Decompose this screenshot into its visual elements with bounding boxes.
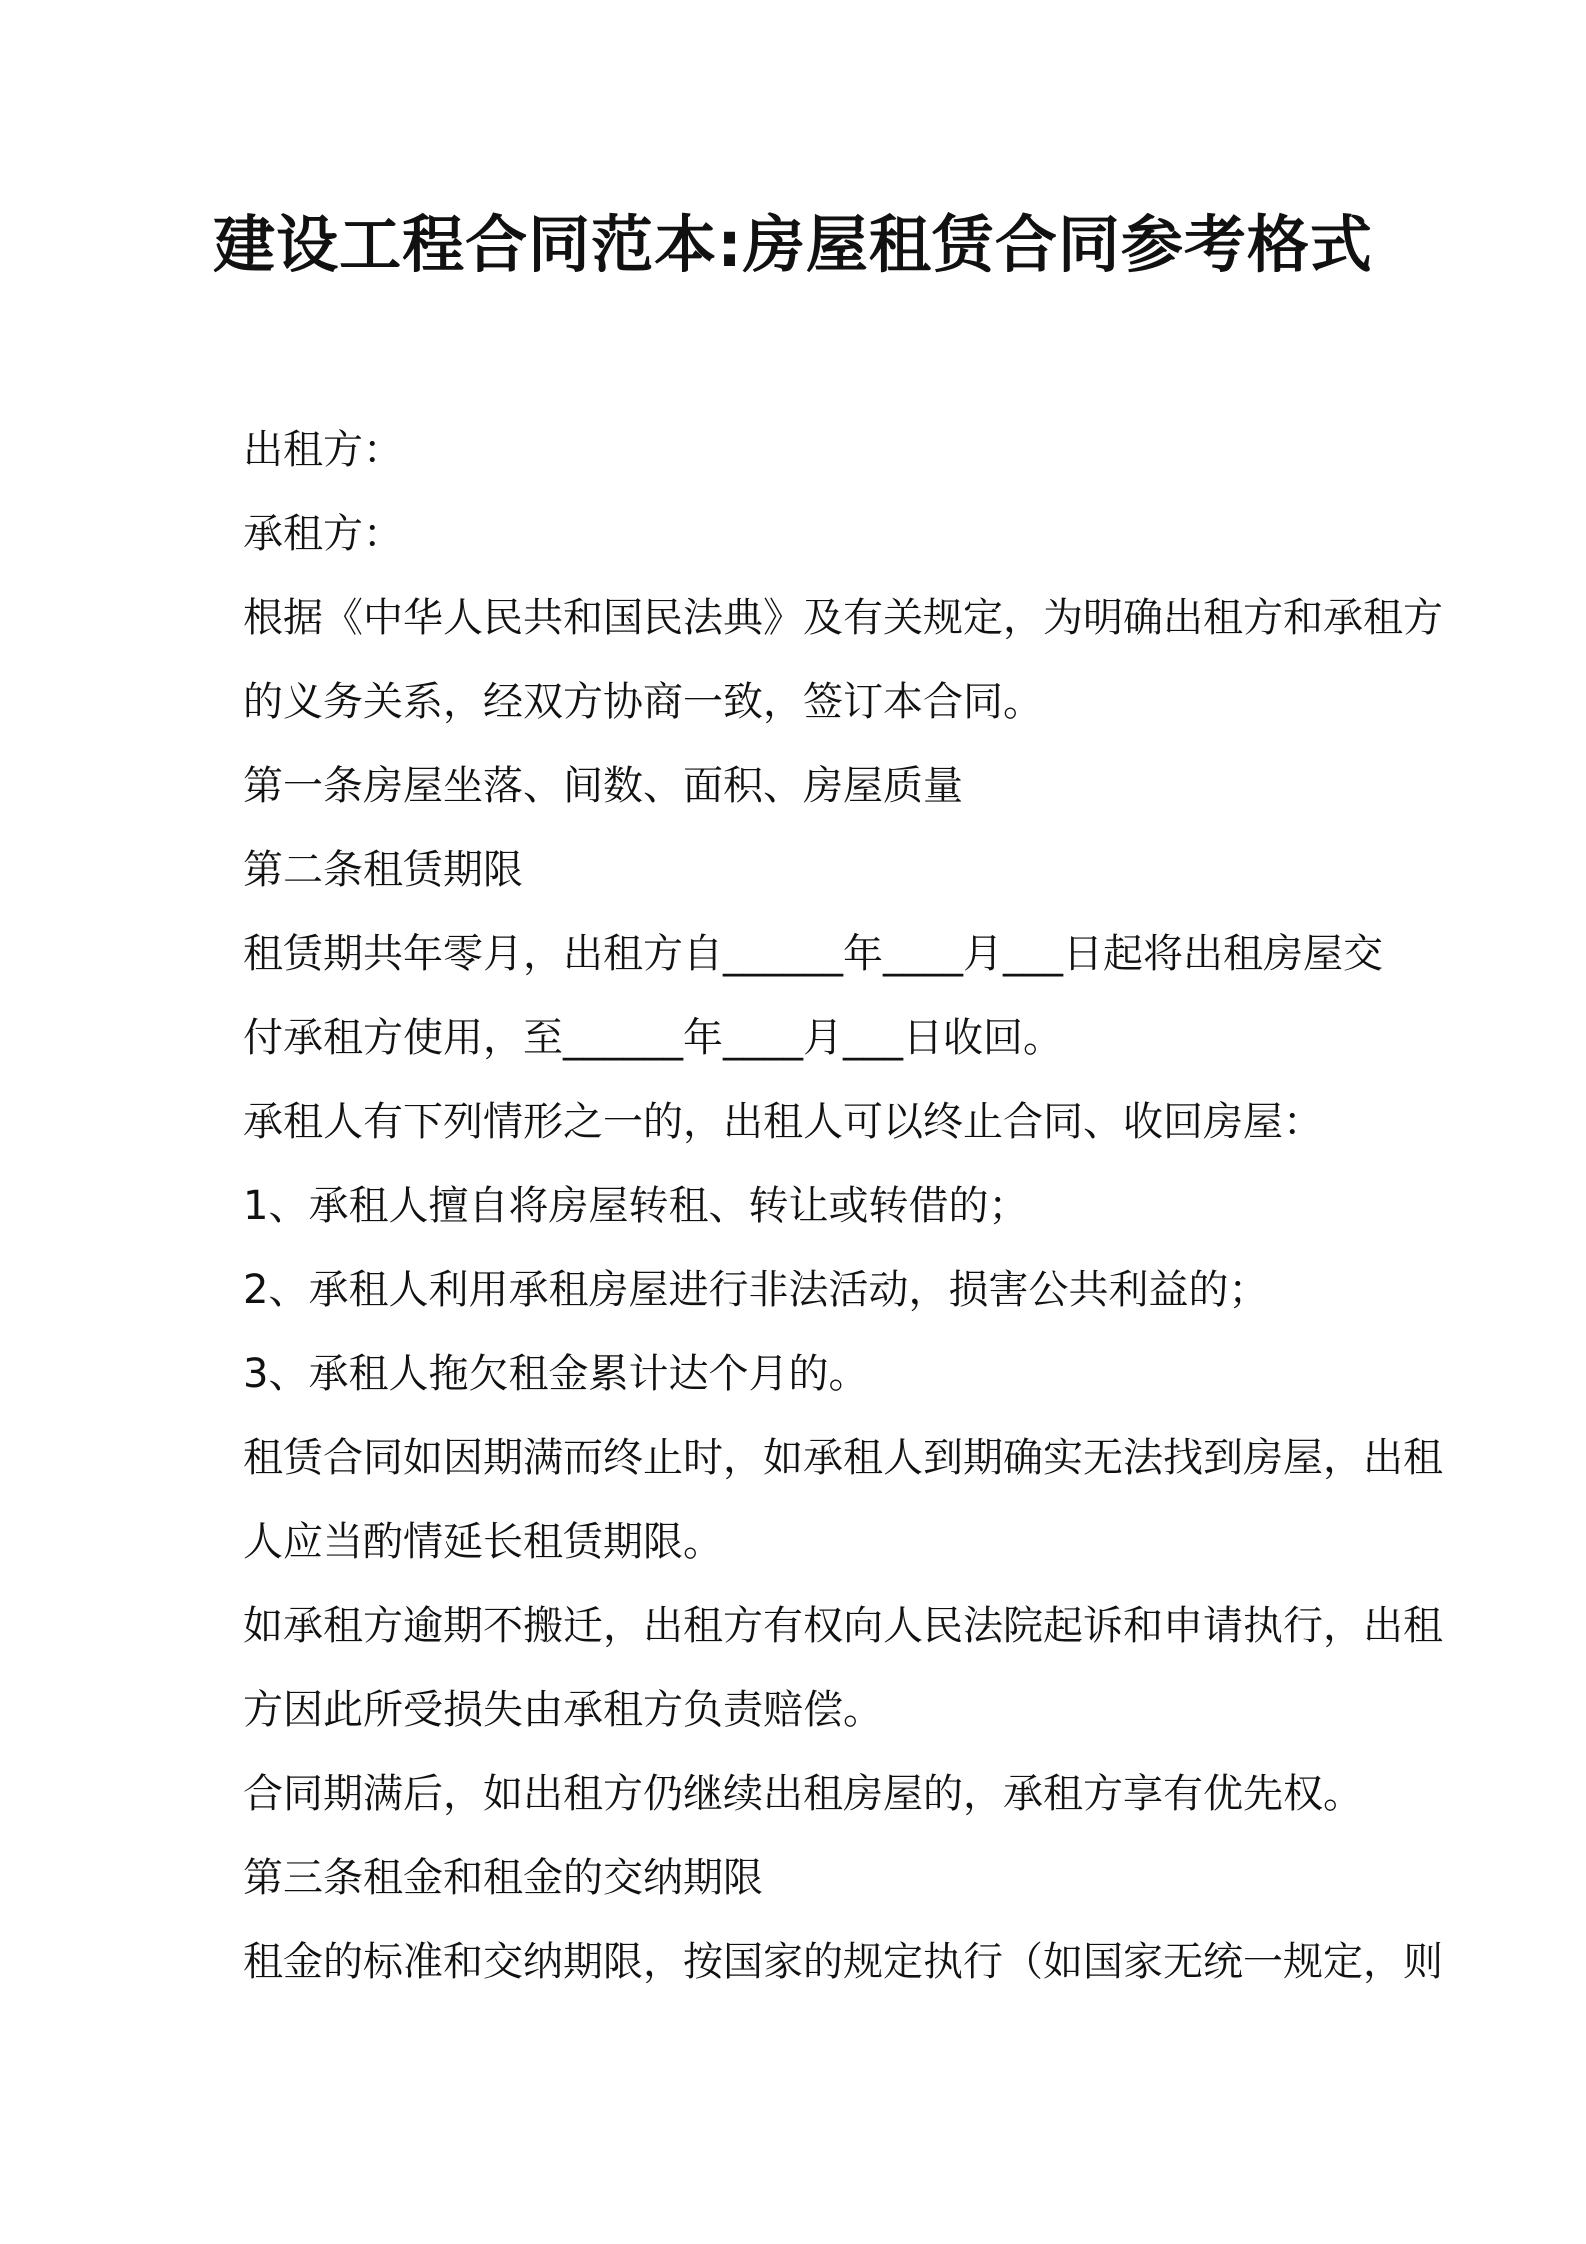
overdue-line-1: 如承租方逾期不搬迁，出租方有权向人民法院起诉和申请执行，出租: [243, 1603, 1443, 1649]
lessee-line: 承租方：: [243, 511, 403, 557]
article-1-heading: 第一条房屋坐落、间数、面积、房屋质量: [243, 763, 963, 809]
termination-item-1: 1、承租人擅自将房屋转租、转让或转借的；: [243, 1183, 1029, 1229]
lease-term-line-2: 付承租方使用，至______年____月___日收回。: [243, 1015, 1063, 1061]
extension-line-1: 租赁合同如因期满而终止时，如承租人到期确实无法找到房屋，出租: [243, 1435, 1443, 1481]
lease-term-line-1: 租赁期共年零月，出租方自______年____月___日起将出租房屋交: [243, 931, 1383, 977]
rent-line-1: 租金的标准和交纳期限，按国家的规定执行（如国家无统一规定，则: [243, 1939, 1443, 1985]
priority-line: 合同期满后，如出租方仍继续出租房屋的，承租方享有优先权。: [243, 1771, 1363, 1817]
article-2-heading: 第二条租赁期限: [243, 847, 523, 893]
termination-item-2: 2、承租人利用承租房屋进行非法活动，损害公共利益的；: [243, 1267, 1269, 1313]
overdue-line-2: 方因此所受损失由承租方负责赔偿。: [243, 1687, 883, 1733]
termination-intro: 承租人有下列情形之一的，出租人可以终止合同、收回房屋：: [243, 1099, 1323, 1145]
document-title: 建设工程合同范本:房屋租赁合同参考格式: [213, 208, 1373, 281]
lessor-line: 出租方：: [243, 427, 403, 473]
document-body: [243, 408, 1443, 2004]
article-3-heading: 第三条租金和租金的交纳期限: [243, 1855, 763, 1901]
termination-item-3: 3、承租人拖欠租金累计达个月的。: [243, 1351, 869, 1397]
extension-line-2: 人应当酌情延长租赁期限。: [243, 1519, 723, 1565]
preamble-line-2: 的义务关系，经双方协商一致，签订本合同。: [243, 679, 1043, 725]
preamble-line-1: 根据《中华人民共和国民法典》及有关规定，为明确出租方和承租方: [243, 595, 1443, 641]
